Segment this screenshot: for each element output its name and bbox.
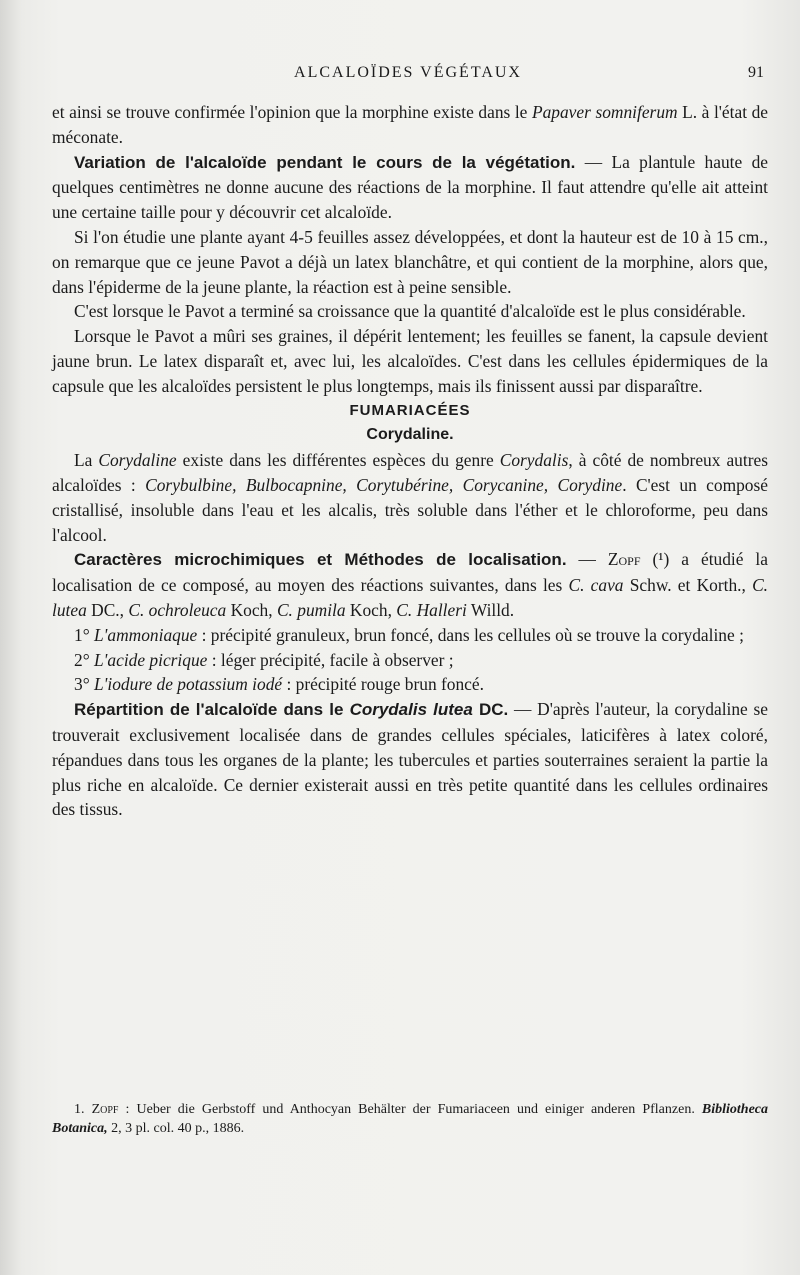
- p1-text-b: L. à l'état de méconate.: [52, 102, 768, 147]
- p6-text-b: existe dans les différentes espèces du genre: [176, 450, 500, 471]
- list-item-1: [52, 623, 768, 648]
- list-reagent-2: L'acide picrique: [94, 649, 208, 670]
- list-text-1: : précipité granuleux, brun foncé, dans les cellules où se trouve la corydaline ;: [197, 624, 744, 645]
- paragraph-8: [52, 697, 768, 822]
- p7-note-ref: (¹): [640, 549, 670, 570]
- p6-text-a: La: [74, 450, 99, 471]
- p7-species-1: C. cava: [568, 575, 624, 596]
- section-title: FUMARIACÉES: [349, 401, 471, 419]
- p6-corydaline: Corydaline: [98, 450, 177, 471]
- p6-alkaloids: Corybulbine, Bulbocapnine, Corytubérine, Corycanine, Corydine: [145, 474, 623, 495]
- footnote-text-b: 2, 3 pl. col. 40 p., 1886.: [107, 1121, 245, 1136]
- running-title: ALCALOÏDES VÉGÉTAUX: [294, 64, 522, 81]
- p7-species-3: C. ochroleuca: [128, 599, 227, 620]
- p7-text-b: Schw. et Korth.,: [623, 575, 753, 596]
- p7-author: Zopf: [607, 549, 641, 570]
- paragraph-1: [52, 100, 768, 150]
- list-item-2: [52, 648, 768, 673]
- p8-text: — D'après l'auteur, la corydaline se trouverait exclusivement localisée dans de grandes cellules spéciales, laticifères à latex coloré, répandues dans tous les organes de la plante; les tubercules et parties souterraines seraient la partie la plus riche en alcaloïde. Ce dernier existerait aussi en très petite quantité dans les cellules ordinaires des tissus.: [52, 699, 769, 820]
- p1-species: Papaver somniferum: [531, 102, 678, 122]
- p6-text-d: . C'est un composé cristallisé, insoluble dans l'eau et les alcalis, très soluble dans l'éther et le chloroforme, peu dans l'alcool.: [52, 474, 768, 545]
- list-num-2: 2°: [74, 649, 90, 670]
- running-header: [52, 64, 764, 90]
- footnote-text-a: : Ueber die Gerbstoff und Anthocyan Behälter der Fumariaceen und einiger anderen Pflanzen.: [118, 1102, 702, 1117]
- heading-repartition-end: DC.: [472, 700, 509, 720]
- paragraph-4: C'est lorsque le Pavot a terminé sa croissance que la quantité d'alcaloïde est le plus considérable.: [74, 301, 746, 322]
- p7-species-2: C. lutea: [52, 575, 769, 620]
- list-text-3: : précipité rouge brun foncé.: [282, 674, 484, 695]
- footnote-journal: Bibliotheca Botanica,: [52, 1102, 769, 1136]
- heading-repartition-species: Corydalis lutea: [349, 700, 473, 720]
- p7-species-5: C. Halleri: [396, 599, 467, 620]
- paragraph-3: Si l'on étudie une plante ayant 4-5 feuilles assez développées, et dont la hauteur est de 10 à 15 cm., on remarque que ce jeune Pavot a déjà un latex blanchâtre, et qui contient de la morphine, alors que, dans l'épiderme de la jeune plante, la réaction est à peine sensible.: [52, 226, 768, 297]
- list-reagent-3: L'iodure de potassium iodé: [94, 674, 283, 695]
- p7-dash: —: [566, 549, 608, 570]
- subsection-title: Corydaline.: [366, 426, 454, 444]
- p7-text-e: Koch,: [345, 599, 397, 620]
- p2-text: — La plantule haute de quelques centimètres ne donne aucune des réactions de la morphine. Il faut attendre qu'elle ait atteint une certaine taille pour y découvrir cet alcaloïde.: [52, 151, 768, 223]
- heading-variation: Variation de l'alcaloïde pendant le cours de la végétation.: [74, 152, 576, 172]
- list-item-3: [52, 672, 768, 697]
- footnote: [52, 1100, 768, 1138]
- list-num-3: 3°: [74, 674, 90, 695]
- p6-text-c: , à côté de nombreux autres alcaloïdes :: [52, 450, 768, 495]
- p7-text-f: Willd.: [466, 599, 515, 620]
- p6-genus: Corydalis: [499, 450, 569, 471]
- paragraph-5: Lorsque le Pavot a mûri ses graines, il dépérit lentement; les feuilles se fanent, la capsule devient jaune brun. Le latex disparaît et, avec lui, les alcaloïdes. C'est dans les cellules épidermiques de la capsule que les alcaloïdes persistent le plus longtemps, mais ils finissent aussi par disparaître.: [52, 326, 768, 396]
- footnote-author: Zopf: [91, 1102, 119, 1117]
- footnote-number: 1.: [74, 1102, 92, 1117]
- paragraph-6: [52, 448, 768, 547]
- p7-text-c: DC.,: [86, 599, 129, 620]
- paragraph-7: [52, 547, 768, 622]
- p1-text-a: et ainsi se trouve confirmée l'opinion que la morphine existe dans le: [52, 102, 532, 122]
- list-num-1: 1°: [74, 624, 90, 645]
- p7-species-4: C. pumila: [276, 599, 346, 620]
- heading-microchemical: Caractères microchimiques et Méthodes de localisation.: [74, 550, 567, 570]
- paragraph-2: [52, 150, 768, 225]
- p7-text-a: a étudié la localisation de ce composé, au moyen des réactions suivantes, dans les: [52, 549, 768, 596]
- body-text: [52, 100, 768, 822]
- list-reagent-1: L'ammoniaque: [94, 624, 198, 645]
- page-number: 91: [748, 64, 764, 81]
- p7-text-d: Koch,: [226, 599, 277, 620]
- list-text-2: : léger précipité, facile à observer ;: [207, 649, 454, 670]
- heading-repartition: Répartition de l'alcaloïde dans le: [74, 700, 350, 720]
